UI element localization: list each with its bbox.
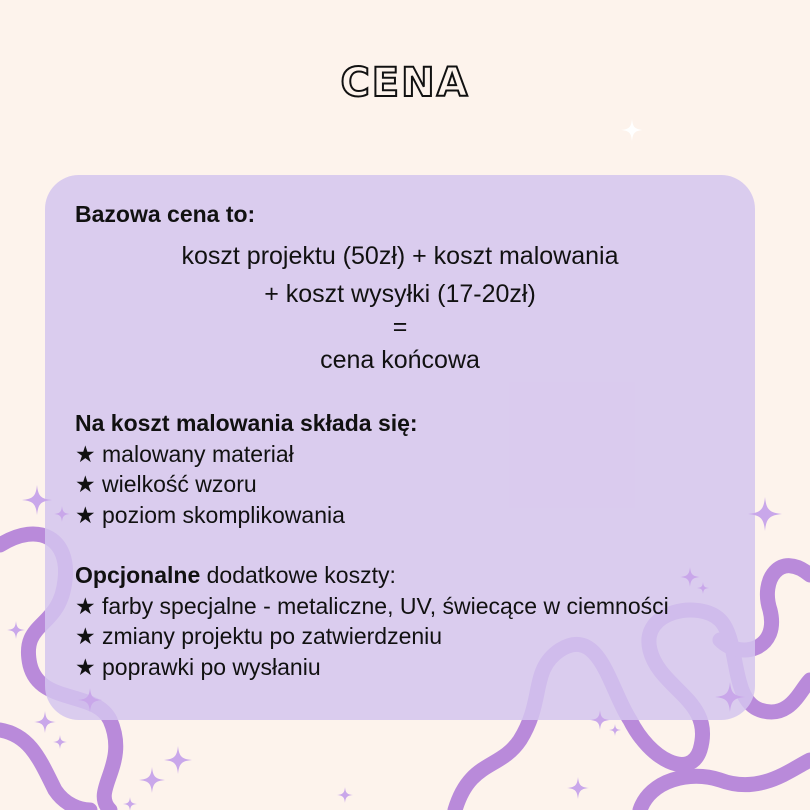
formula-result: cena końcowa	[320, 346, 480, 374]
list-item: ★ wielkość wzoru	[75, 471, 257, 497]
formula-line-1: koszt projektu (50zł) + koszt malowania	[181, 242, 619, 270]
sparkle-icon	[53, 735, 67, 749]
sparkle-icon	[337, 787, 353, 803]
sparkle-icon	[139, 767, 165, 793]
sparkle-icon	[590, 710, 610, 730]
sparkle-icon	[54, 506, 70, 522]
sparkle-icon	[609, 724, 621, 736]
sparkle-icon	[748, 497, 782, 531]
base-price-heading: Bazowa cena to:	[75, 201, 256, 227]
list-item: ★ poprawki po wysłaniu	[75, 653, 321, 680]
list-item: ★ farby specjalne - metaliczne, UV, świecące w ciemności	[75, 592, 669, 619]
formula-equals: =	[392, 313, 408, 341]
sparkle-icon	[621, 119, 643, 141]
page-title: CENA	[340, 60, 470, 106]
optional-heading-rest: dodatkowe koszty:	[200, 562, 396, 588]
sparkle-icon	[34, 711, 56, 733]
list-item: ★ malowany materiał	[75, 440, 294, 467]
sparkle-icon	[7, 621, 25, 639]
painting-cost-heading: Na koszt malowania składa się:	[75, 410, 418, 436]
formula-line-2: + koszt wysyłki (17-20zł)	[264, 280, 536, 308]
list-item: ★ zmiany projektu po zatwierdzeniu	[75, 623, 443, 649]
sparkle-icon	[715, 682, 745, 712]
sparkle-icon	[567, 777, 589, 799]
sparkle-icon	[78, 688, 102, 712]
sparkle-icon	[22, 485, 52, 515]
sparkle-icon	[164, 746, 192, 774]
optional-heading-bold: Opcjonalne	[75, 562, 201, 588]
list-item: ★ poziom skomplikowania	[75, 501, 345, 528]
sparkle-icon	[697, 582, 709, 594]
sparkle-icon	[123, 797, 137, 810]
sparkle-icon	[680, 567, 700, 587]
